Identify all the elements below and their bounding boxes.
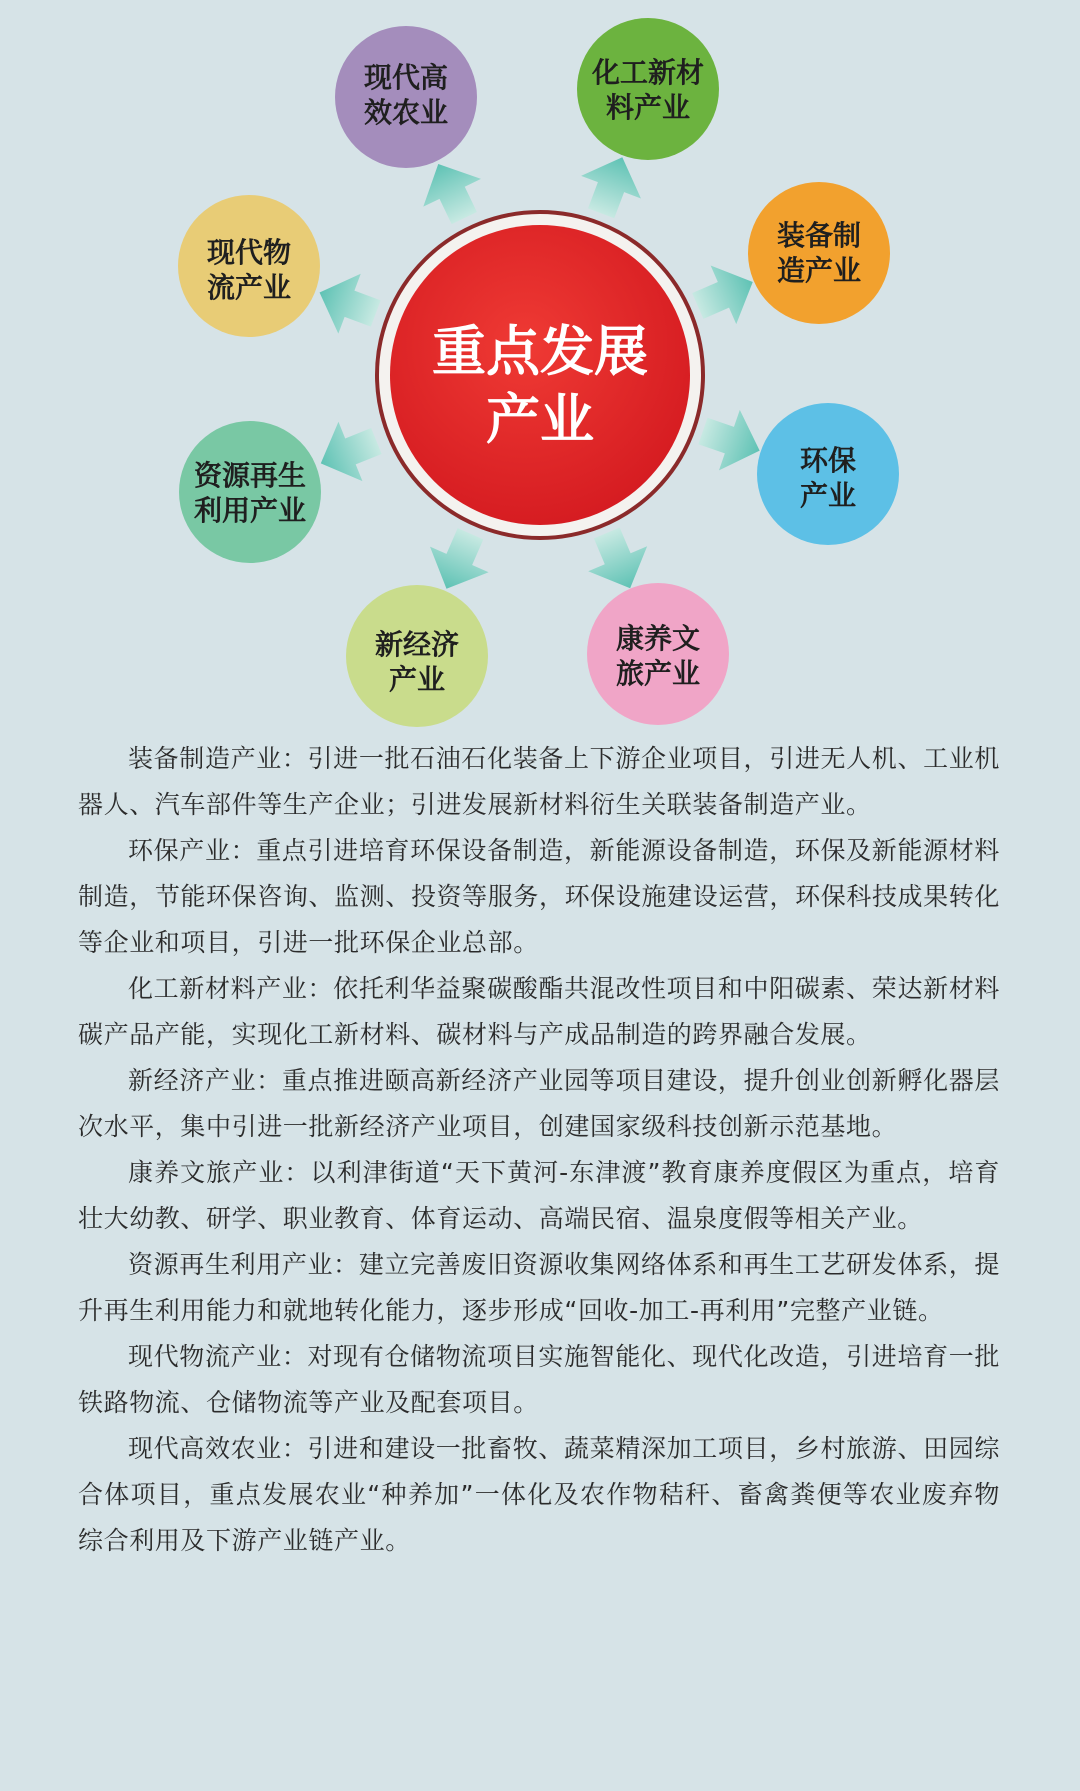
node-tour-line1: 康养文 [615,622,701,655]
node-tour-line2: 旅产业 [615,657,701,690]
node-eco [757,403,899,545]
center-node [377,212,703,538]
center-label-line2: 产业 [486,388,594,451]
node-econ-line2: 产业 [388,663,446,696]
industry-diagram [0,0,1080,730]
node-tour [587,583,729,725]
node-equip-line2: 造产业 [776,254,862,287]
paragraph-econ: 新经济产业：重点推进颐高新经济产业园等项目建设，提升创业创新孵化器层次水平，集中引进一批新经济产业项目，创建国家级科技创新示范基地。 [78,1066,1000,1141]
node-recyc [179,421,321,563]
node-chem [577,18,719,160]
node-equip-line1: 装备制 [776,219,862,252]
paragraph-equip: 装备制造产业：引进一批石油石化装备上下游企业项目，引进无人机、工业机器人、汽车部件等生产企业；引进发展新材料衍生关联装备制造产业。 [78,744,1000,819]
node-logi [178,195,320,337]
center-label-line1: 重点发展 [432,320,648,383]
arrow-to-logi [308,263,387,344]
paragraph-chem: 化工新材料产业：依托利华益聚碳酸酯共混改性项目和中阳碳素、荣达新材料碳产品产能，实现化工新材料、碳材料与产成品制造的跨界融合发展。 [78,974,1000,1049]
node-eco-line2: 产业 [799,479,857,512]
paragraph-logi: 现代物流产业：对现有仓储物流项目实施智能化、现代化改造，引进培育一批铁路物流、仓储物流等产业及配套项目。 [78,1342,1000,1417]
node-agri [335,26,477,168]
node-recyc-line2: 利用产业 [193,494,307,527]
paragraph-agri: 现代高效农业：引进和建设一批畜牧、蔬菜精深加工项目，乡村旅游、田园综合体项目，重点发展农业“种养加”一体化及农作物秸秆、畜禽粪便等农业废弃物综合利用及下游产业链产业。 [78,1434,1000,1555]
node-logi-line2: 流产业 [206,271,292,304]
paragraph-recyc: 资源再生利用产业：建立完善废旧资源收集网络体系和再生工艺研发体系，提升再生利用能力和就地转化能力，逐步形成“回收-加工-再利用”完整产业链。 [78,1250,1000,1325]
node-econ-line1: 新经济 [374,628,460,661]
node-logi-line1: 现代物 [206,236,292,269]
node-agri-line1: 现代高 [363,61,449,94]
node-chem-line2: 料产业 [605,91,691,124]
node-econ [346,585,488,727]
node-recyc-line1: 资源再生 [193,459,307,492]
node-chem-line1: 化工新材 [591,56,705,89]
paragraph-eco: 环保产业：重点引进培育环保设备制造，新能源设备制造，环保及新能源材料制造，节能环保咨询、监测、投资等服务，环保设施建设运营，环保科技成果转化等企业和项目，引进一批环保企业总部。 [78,836,1000,957]
node-agri-line2: 效农业 [363,96,449,129]
arrow-to-recyc [309,411,389,493]
node-eco-line1: 环保 [799,444,857,477]
paragraph-tour: 康养文旅产业：以利津街道“天下黄河-东津渡”教育康养度假区为重点，培育壮大幼教、研学、职业教育、体育运动、高端民宿、温泉度假等相关产业。 [78,1158,1000,1233]
node-equip [748,182,890,324]
description-text [78,736,1000,1564]
